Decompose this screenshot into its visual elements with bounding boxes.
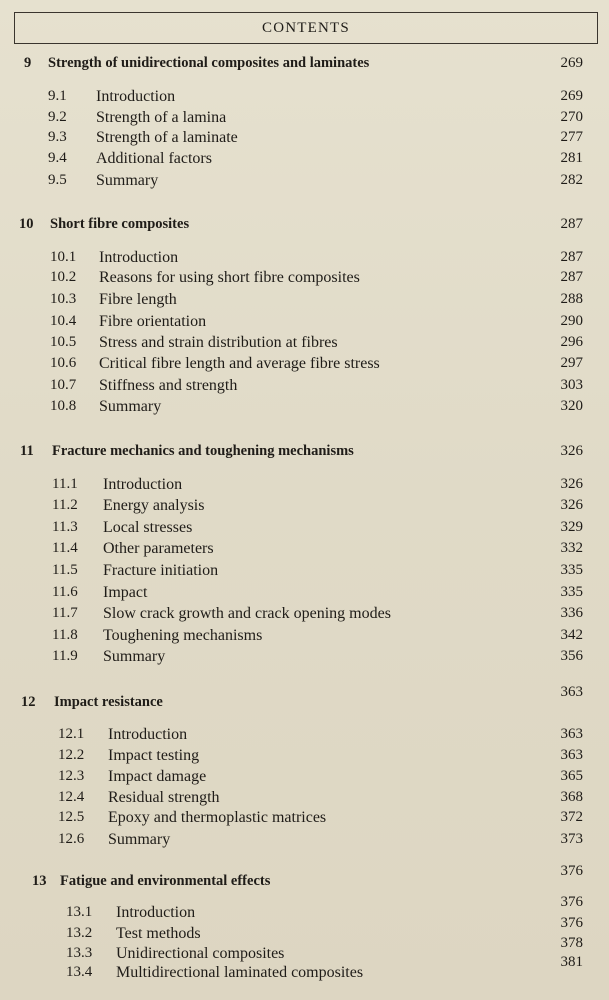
section-number: 12.4	[58, 789, 85, 805]
section-page: 287	[560, 269, 583, 285]
section-title: Reasons for using short fibre composites	[99, 269, 360, 286]
section-page: 373	[560, 831, 583, 847]
section-title: Additional factors	[96, 150, 212, 167]
chapter-title: Fracture mechanics and toughening mechanisms	[52, 443, 354, 459]
section-number: 10.2	[50, 269, 77, 285]
section-number: 10.7	[50, 377, 77, 393]
section-number: 9.1	[48, 88, 67, 104]
section-title: Test methods	[116, 925, 201, 942]
section-number: 10.5	[50, 334, 77, 350]
section-10-3	[0, 291, 609, 313]
section-number: 9.2	[48, 109, 67, 125]
chapter-page: 326	[560, 443, 583, 459]
section-page: 336	[560, 605, 583, 621]
chapter-page: 363	[560, 684, 583, 700]
section-12-6	[0, 831, 609, 853]
section-10-4	[0, 313, 609, 335]
section-title: Impact damage	[108, 768, 207, 785]
section-12-1	[0, 726, 609, 748]
section-page: 332	[560, 540, 583, 556]
section-title: Introduction	[96, 88, 176, 105]
section-title: Toughening mechanisms	[103, 627, 263, 644]
section-page: 372	[560, 809, 583, 825]
section-10-1	[0, 249, 609, 271]
chapter-10	[0, 216, 609, 238]
contents-header-box	[14, 12, 598, 44]
section-12-2	[0, 747, 609, 769]
section-page: 326	[560, 476, 583, 492]
section-12-4	[0, 789, 609, 811]
section-title: Critical fibre length and average fibre stress	[99, 355, 380, 372]
chapter-page: 269	[560, 55, 583, 71]
section-11-2	[0, 497, 609, 519]
section-title: Local stresses	[103, 519, 193, 536]
section-title: Introduction	[99, 249, 179, 266]
section-number: 11.9	[52, 648, 78, 664]
section-page: 368	[560, 789, 583, 805]
section-title: Summary	[103, 648, 166, 665]
section-number: 9.3	[48, 129, 67, 145]
chapter-number: 12	[21, 694, 36, 710]
chapter-title: Impact resistance	[54, 694, 163, 710]
section-title: Strength of a lamina	[96, 109, 227, 126]
section-title: Introduction	[116, 904, 196, 921]
section-title: Strength of a laminate	[96, 129, 238, 146]
section-number: 10.1	[50, 249, 77, 265]
section-title: Energy analysis	[103, 497, 205, 514]
chapter-page: 287	[560, 216, 583, 232]
section-9-2	[0, 109, 609, 131]
section-number: 13.1	[66, 904, 93, 920]
chapter-number: 10	[19, 216, 34, 232]
section-page: 297	[560, 355, 583, 371]
section-9-1	[0, 88, 609, 110]
section-number: 11.4	[52, 540, 78, 556]
section-number: 11.3	[52, 519, 78, 535]
chapter-number: 11	[20, 443, 34, 459]
section-page: 296	[560, 334, 583, 350]
section-number: 11.2	[52, 497, 78, 513]
section-10-8	[0, 398, 609, 420]
section-page: 335	[560, 584, 583, 600]
section-page: 303	[560, 377, 583, 393]
section-title: Impact	[103, 584, 148, 601]
section-9-3	[0, 129, 609, 151]
section-11-7	[0, 605, 609, 627]
section-number: 10.6	[50, 355, 77, 371]
section-title: Slow crack growth and crack opening modes	[103, 605, 391, 622]
section-13-2	[0, 915, 609, 947]
section-page: 363	[560, 726, 583, 742]
section-12-5	[0, 809, 609, 831]
section-number: 11.8	[52, 627, 78, 643]
chapter-9	[0, 55, 609, 77]
section-page: 365	[560, 768, 583, 784]
section-page: 281	[560, 150, 583, 166]
section-page: 378	[560, 935, 583, 951]
section-title: Introduction	[103, 476, 183, 493]
section-page: 269	[560, 88, 583, 104]
section-number: 13.3	[66, 945, 93, 961]
section-page: 363	[560, 747, 583, 763]
section-title: Fracture initiation	[103, 562, 219, 579]
chapter-page: 376	[560, 863, 583, 879]
chapter-number: 9	[24, 55, 32, 71]
section-number: 10.8	[50, 398, 77, 414]
section-number: 13.2	[66, 925, 93, 941]
section-number: 12.1	[58, 726, 85, 742]
section-12-3	[0, 768, 609, 790]
chapter-13	[0, 863, 609, 895]
chapter-title: Strength of unidirectional composites and laminates	[48, 55, 370, 71]
section-title: Impact testing	[108, 747, 200, 764]
section-number: 9.5	[48, 172, 67, 188]
section-page: 376	[560, 915, 583, 931]
section-13-4	[0, 954, 609, 986]
section-number: 10.4	[50, 313, 77, 329]
section-number: 12.5	[58, 809, 85, 825]
section-page: 381	[560, 954, 583, 970]
section-title: Summary	[108, 831, 171, 848]
section-11-5	[0, 562, 609, 584]
section-page: 342	[560, 627, 583, 643]
section-title: Unidirectional composites	[116, 945, 285, 962]
section-page: 326	[560, 497, 583, 513]
section-page: 376	[560, 894, 583, 910]
section-title: Stiffness and strength	[99, 377, 238, 394]
section-number: 12.2	[58, 747, 85, 763]
section-page: 320	[560, 398, 583, 414]
section-page: 270	[560, 109, 583, 125]
section-page: 356	[560, 648, 583, 664]
section-11-1	[0, 476, 609, 498]
chapter-title: Fatigue and environmental effects	[60, 873, 271, 889]
section-11-6	[0, 584, 609, 606]
section-page: 290	[560, 313, 583, 329]
chapter-title: Short fibre composites	[50, 216, 190, 232]
section-10-6	[0, 355, 609, 377]
section-number: 10.3	[50, 291, 77, 307]
section-10-7	[0, 377, 609, 399]
section-page: 329	[560, 519, 583, 535]
section-title: Summary	[96, 172, 159, 189]
section-13-1	[0, 894, 609, 926]
section-9-5	[0, 172, 609, 194]
section-number: 12.3	[58, 768, 85, 784]
section-number: 11.1	[52, 476, 78, 492]
section-title: Introduction	[108, 726, 188, 743]
section-page: 282	[560, 172, 583, 188]
section-title: Residual strength	[108, 789, 220, 806]
section-number: 11.7	[52, 605, 78, 621]
section-10-2	[0, 269, 609, 291]
section-title: Fibre orientation	[99, 313, 207, 330]
section-title: Multidirectional laminated composites	[116, 964, 364, 981]
contents-title: CONTENTS	[262, 19, 350, 36]
section-number: 9.4	[48, 150, 67, 166]
section-title: Fibre length	[99, 291, 177, 308]
section-title: Epoxy and thermoplastic matrices	[108, 809, 327, 826]
section-9-4	[0, 150, 609, 172]
chapter-12	[0, 684, 609, 716]
section-number: 12.6	[58, 831, 85, 847]
section-page: 287	[560, 249, 583, 265]
section-title: Stress and strain distribution at fibres	[99, 334, 338, 351]
section-11-3	[0, 519, 609, 541]
section-11-4	[0, 540, 609, 562]
section-title: Summary	[99, 398, 162, 415]
chapter-11	[0, 443, 609, 465]
section-page: 335	[560, 562, 583, 578]
section-title: Other parameters	[103, 540, 214, 557]
section-11-8	[0, 627, 609, 649]
section-number: 13.4	[66, 964, 93, 980]
section-11-9	[0, 648, 609, 670]
section-page: 288	[560, 291, 583, 307]
section-number: 11.5	[52, 562, 78, 578]
section-page: 277	[560, 129, 583, 145]
chapter-number: 13	[32, 873, 47, 889]
section-10-5	[0, 334, 609, 356]
section-number: 11.6	[52, 584, 78, 600]
